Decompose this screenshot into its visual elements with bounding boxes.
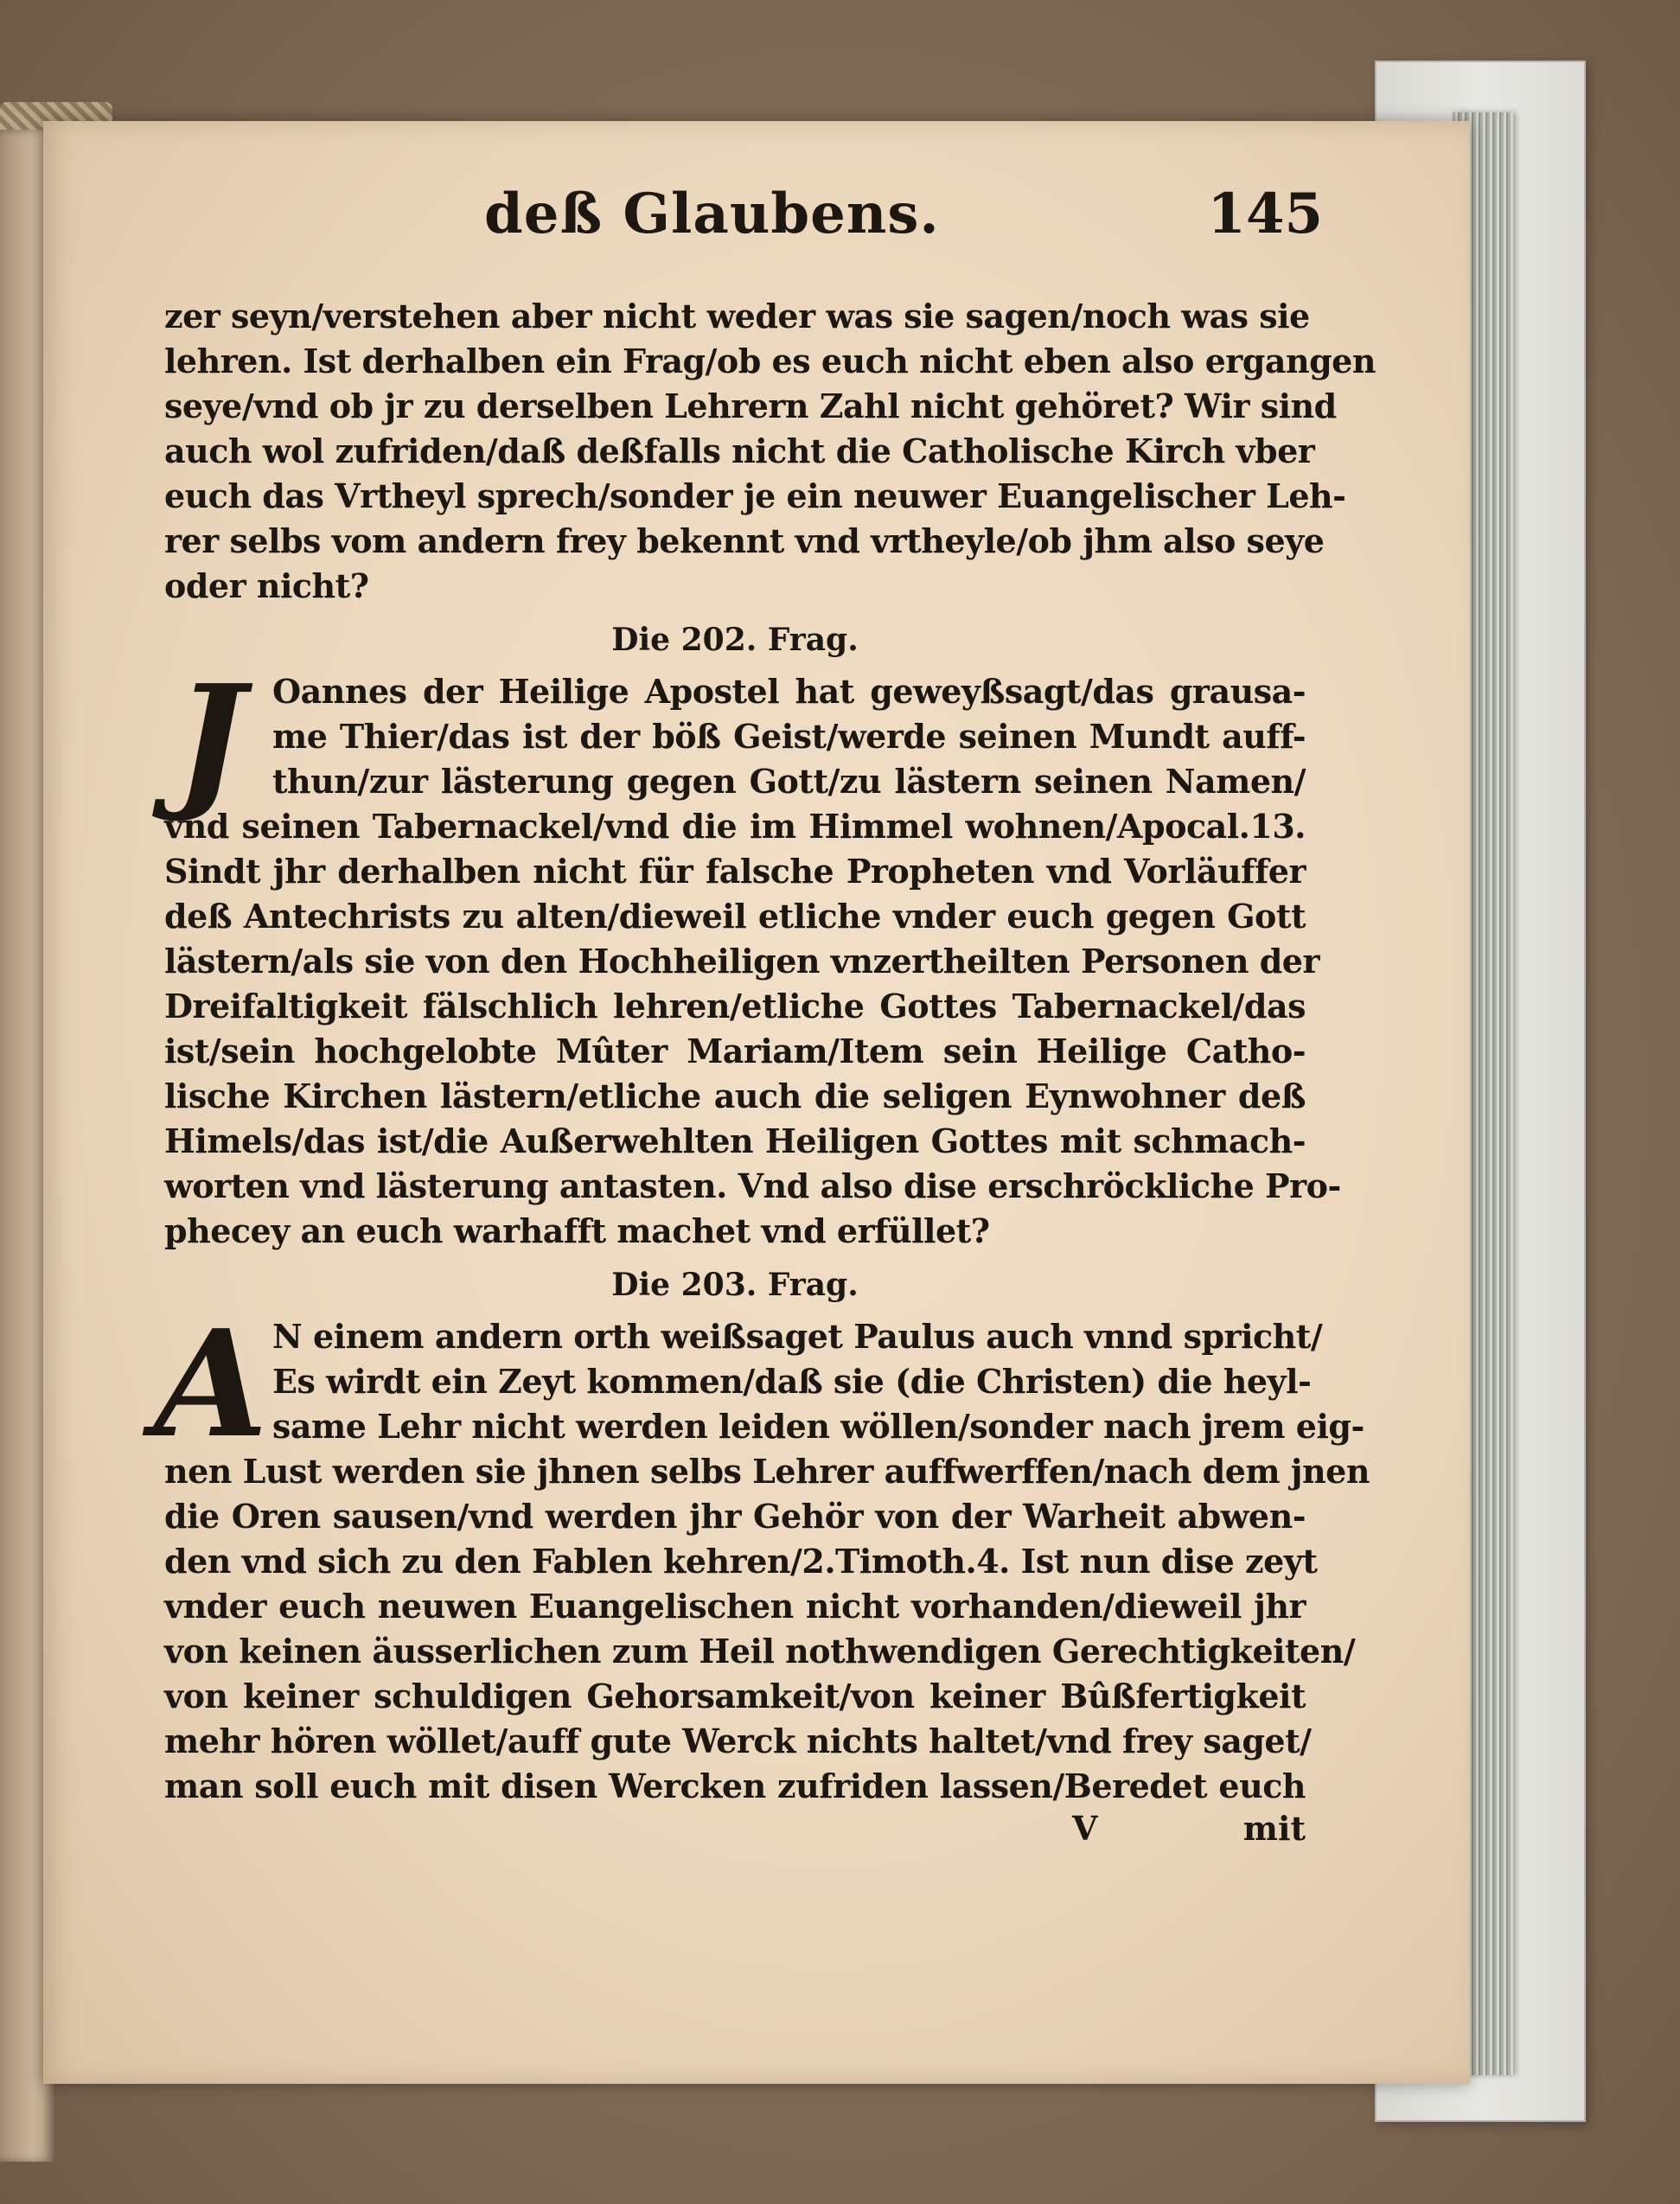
- page-header: [164, 182, 1323, 294]
- text-line: phecey an euch warhafft machet vnd erfüllet?: [164, 1211, 990, 1250]
- text-line: von keiner schuldigen Gehorsamkeit/von keiner Bûßfertigkeit: [164, 1677, 1306, 1715]
- running-head: deß Glaubens.: [484, 182, 940, 246]
- text-line: deß Antechrists zu alten/dieweil etliche vnder euch gegen Gott: [164, 897, 1306, 936]
- book-page: [43, 121, 1470, 2084]
- section-heading-202: Die 202. Frag.: [611, 622, 859, 658]
- text-line: ist/sein hochgelobte Mûter Mariam/Item sein Heilige Catho-: [164, 1032, 1306, 1070]
- text-line: me Thier/das ist der böß Geist/werde seinen Mundt auff-: [272, 717, 1306, 756]
- text-line: Sindt jhr derhalben nicht für falsche Propheten vnd Vorläuffer: [164, 852, 1306, 891]
- text-line: euch das Vrtheyl sprech/sonder je ein neuwer Euangelischer Leh-: [164, 476, 1346, 515]
- intro-paragraph: [164, 294, 1376, 609]
- text-line: same Lehr nicht werden leiden wöllen/sonder nach jrem eig-: [272, 1407, 1364, 1446]
- section-heading-203: Die 203. Frag.: [611, 1267, 859, 1303]
- decorated-initial-203: A: [154, 1298, 268, 1471]
- text-line: den vnd sich zu den Fablen kehren/2.Timoth.4. Ist nun dise zeyt: [164, 1542, 1318, 1581]
- section-202-paragraph: [164, 653, 1341, 1254]
- text-line: auch wol zufriden/daß deßfalls nicht die Catholische Kirch vber: [164, 431, 1315, 470]
- text-line: seye/vnd ob jr zu derselben Lehrern Zahl nicht gehöret? Wir sind: [164, 386, 1337, 425]
- text-line: die Oren sausen/vnd werden jhr Gehör von der Warheit abwen-: [164, 1497, 1306, 1536]
- text-line: lehren. Ist derhalben ein Frag/ob es euch nicht eben also ergangen: [164, 342, 1376, 380]
- text-line: rer selbs vom andern frey bekennt vnd vrtheyle/ob jhm also seye: [164, 521, 1325, 560]
- text-line: Himels/das ist/die Außerwehlten Heiligen Gottes mit schmach-: [164, 1121, 1306, 1160]
- text-line: vnder euch neuwen Euangelischen nicht vorhanden/dieweil jhr: [164, 1587, 1306, 1626]
- text-line: thun/zur lästerung gegen Gott/zu lästern seinen Namen/: [272, 762, 1306, 801]
- text-line: mehr hören wöllet/auff gute Werck nichts haltet/vnd frey saget/: [164, 1722, 1312, 1760]
- text-line: nen Lust werden sie jhnen selbs Lehrer auffwerffen/nach dem jnen: [164, 1452, 1370, 1491]
- catchword: mit: [1242, 1809, 1306, 1848]
- text-line: man soll euch mit disen Wercken zufriden lassen/Beredet euch: [164, 1766, 1306, 1805]
- text-line: lische Kirchen lästern/etliche auch die seligen Eynwohner deß: [164, 1076, 1306, 1115]
- text-line: Es wirdt ein Zeyt kommen/daß sie (die Christen) die heyl-: [272, 1362, 1312, 1401]
- text-line: zer seyn/verstehen aber nicht weder was sie sagen/noch was sie: [164, 297, 1310, 335]
- page-number: 145: [1207, 182, 1323, 246]
- text-line: von keinen äusserlichen zum Heil nothwendigen Gerechtigkeiten/: [164, 1632, 1356, 1671]
- section-203-paragraph: [154, 1298, 1370, 1809]
- decorated-initial-202: J: [175, 653, 246, 826]
- text-line: lästern/als sie von den Hochheiligen vnzertheilten Personen der: [164, 942, 1319, 981]
- text-line: N einem andern orth weißsaget Paulus auch vnnd spricht/: [272, 1317, 1323, 1356]
- text-line: Oannes der Heilige Apostel hat geweyßsagt/das grausa-: [272, 672, 1306, 711]
- text-line: oder nicht?: [164, 566, 369, 605]
- text-block: [154, 182, 1376, 1857]
- text-line: Dreifaltigkeit fälschlich lehren/etliche Gottes Tabernackel/das: [164, 987, 1306, 1025]
- text-line: worten vnd lästerung antasten. Vnd also dise erschröckliche Pro-: [164, 1166, 1341, 1205]
- page-footer: [164, 1809, 1306, 1857]
- signature-mark: V: [1072, 1809, 1098, 1848]
- text-line: vnd seinen Tabernackel/vnd die im Himmel wohnen/Apocal.13.: [164, 807, 1306, 846]
